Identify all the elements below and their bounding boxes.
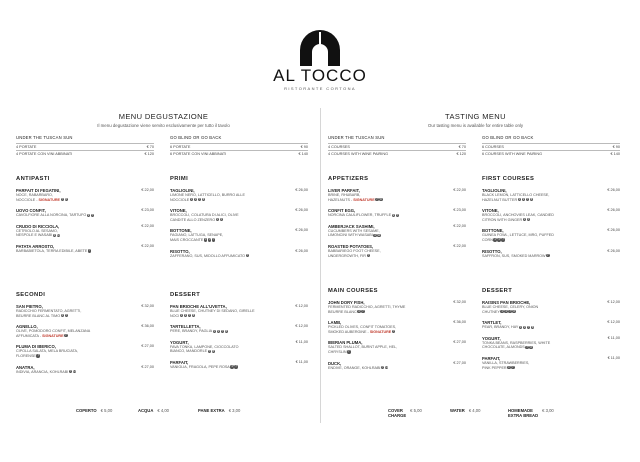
tasting-price: € 140: [610, 152, 620, 156]
menu-item: [482, 336, 620, 350]
brand-subtitle: RISTORANTE CORTONA: [284, 86, 356, 91]
allergen-badge: 3: [217, 329, 220, 333]
dish-price: € 26,00: [607, 248, 620, 253]
menu-item: [16, 304, 154, 318]
dish-name: PARFAIT DI FEGATINI,: [16, 188, 61, 193]
dish-price: € 11,00: [295, 359, 308, 364]
dish-description: PEAR, BRANDY, HAY 1 3 7 8: [482, 325, 534, 330]
menu-item: [328, 320, 466, 334]
allergen-badge: 8: [531, 325, 534, 329]
allergen-badge: 7: [65, 313, 68, 317]
footer-extras: [388, 408, 588, 424]
allergen-badge: 3: [505, 309, 507, 313]
allergen-badge: 7: [198, 197, 201, 201]
menu-english: [328, 112, 623, 165]
dish-name: RAISINS PAN BRIOCHE,: [482, 300, 531, 305]
menu-item: [482, 356, 620, 370]
section-main-courses: [328, 288, 466, 376]
tasting-option: [16, 135, 154, 157]
allergen-badge: 12: [73, 369, 76, 373]
menu-item: [170, 228, 308, 242]
allergen-badge: 1: [216, 218, 219, 222]
footer-item: [198, 408, 240, 413]
allergen-badge: 1: [518, 197, 521, 201]
dish-price: € 32,00: [453, 300, 466, 304]
menu-item: [328, 188, 466, 202]
dish-price: € 12,00: [295, 304, 308, 308]
dish-name: PARFAIT,: [482, 355, 501, 361]
dish-description: VANILLA, STRAWBERRIES, PINK PEPPER 3 7: [482, 360, 530, 370]
allergen-badge: 8: [225, 329, 228, 333]
menu-item: [328, 244, 466, 258]
menu-item: [482, 188, 620, 202]
dish-description: PICKLED OLIVES, CONFIT TOMATOES, SMOKED AUBERGINE - SIGNATURE 7: [328, 325, 397, 334]
dish-description: GUINEA FOWL, LETTUCE, MRG, PUFFED CORN 1 3 7: [482, 233, 554, 242]
menu-title: MENU DEGUSTAZIONE: [118, 112, 209, 121]
menu-item: [170, 340, 308, 354]
allergen-badge: 8: [530, 345, 532, 349]
allergen-badge: 12: [385, 365, 389, 369]
dish-price: € 26,00: [295, 208, 308, 213]
section-title: DESSERT: [170, 292, 201, 298]
tasting-price: € 120: [144, 152, 154, 156]
dish-price: € 12,00: [607, 300, 620, 304]
dish-description: VANIGLIA, FRAGOLA, PEPE ROSA 3 7: [170, 364, 237, 369]
menu-item: [328, 208, 466, 218]
menu-item: [328, 361, 466, 371]
tasting-row: [16, 143, 154, 150]
tasting-price: € 70: [458, 145, 466, 149]
dish-price: € 26,00: [295, 228, 308, 233]
al-tocco-logo: [298, 30, 342, 66]
allergen-badge: 3: [194, 197, 197, 201]
dish-name: SAN PIETRO,: [16, 304, 43, 309]
menu-item: [482, 249, 620, 259]
allergen-badge: 1: [519, 325, 522, 329]
menu-item: [482, 300, 620, 314]
menu-item: [328, 340, 466, 354]
allergen-badge: 7: [61, 197, 64, 201]
allergen-badge: 3: [392, 213, 395, 217]
footer-value: € 4,00: [468, 408, 481, 413]
dish-description: NORCINA CAULIFLOWER, TRUFFLE 3 7: [328, 213, 399, 218]
tasting-heading: UNDER THE TUSCAN SUN: [16, 135, 73, 140]
allergen-badge: 7: [526, 197, 529, 201]
allergen-badge: 7: [367, 253, 369, 257]
menu-title: TASTING MENU: [445, 112, 506, 121]
allergen-badge: 7: [392, 330, 395, 334]
dish-price: € 23,00: [141, 208, 154, 213]
dish-name: AMBERJACK SASHIMI,: [328, 223, 375, 229]
dish-price: € 26,00: [295, 248, 308, 253]
dish-description: TONKA BEANS, RASPBERRIES, WHITE CHOCOLATE, ALMONDS 7 8: [482, 340, 551, 350]
footer-item: [76, 408, 112, 413]
dish-name: CRUDO DI RICCIOLA,: [16, 223, 60, 229]
footer-label: WATER: [450, 408, 465, 413]
menu-item: [482, 208, 620, 222]
tasting-label: 6 PORTATE CON VINI ABBINATI: [170, 152, 227, 156]
dish-price: € 23,00: [453, 208, 466, 213]
menu-note: Our tasting menu is available for entire table only: [427, 123, 524, 128]
tasting-row: [170, 143, 308, 150]
dish-description: CAVOLFIORE ALLA NORCINA, TARTUFO 3 7: [16, 213, 94, 218]
allergen-badge: 7: [527, 325, 530, 329]
footer-value: € 5,00: [100, 408, 113, 413]
tasting-label: 4 COURSES: [328, 145, 350, 149]
tasting-label: 4 PORTATE CON VINI ABBINATI: [16, 152, 73, 156]
dish-description: OLIVE, POMODORO CONFIT, MELANZANA AFFUMICATA - SIGNATURE 7: [16, 329, 91, 338]
tasting-heading: GO BLIND OR GO BACK: [482, 135, 534, 140]
allergen-badge: 7: [526, 345, 528, 349]
allergen-badge: 8: [513, 309, 515, 313]
dish-price: € 27,00: [141, 364, 154, 369]
menu-item: [16, 188, 154, 202]
dish-name: UOVO CONFIT,: [16, 208, 46, 214]
allergen-badge: 7: [221, 329, 224, 333]
tasting-label: 4 PORTATE: [16, 145, 37, 149]
dish-description: CUCUMBERS WITH SESAME, LIMONCINI WITH WASABI 4 11: [328, 228, 381, 238]
menu-item: [16, 224, 154, 238]
dish-description: FERMENTED RADICCHIO, AGRETTI, THYME BEURRE BLANC 4 7: [328, 305, 406, 314]
dish-price: € 27,00: [141, 344, 154, 349]
allergen-badge: 4: [358, 309, 360, 313]
dish-description: PERE, BRANDY, PAGLIA 1 3 7 8: [170, 329, 228, 334]
footer-item: [138, 408, 169, 413]
section-title: PRIMI: [170, 176, 189, 182]
tasting-option: [170, 135, 308, 157]
allergen-badge: 7: [547, 253, 549, 257]
dish-description: FAVA TONKA, LAMPONE, CIOCCOLATO BIANCO, MANDORLE 7 8: [170, 344, 239, 354]
footer-value: € 5,00: [410, 408, 422, 413]
menu-item: [170, 304, 308, 318]
menu-note: Il menu degustazione viene servito esclusivamente per tutto il tavolo: [97, 123, 230, 128]
tasting-options: [16, 135, 311, 165]
footer-label: COVER CHARGE: [388, 408, 407, 418]
footer-label: COPERTO: [76, 408, 97, 413]
allergen-badge: 1: [213, 329, 216, 333]
section-appetizers: [328, 176, 466, 264]
dish-price: € 26,00: [607, 188, 620, 192]
dish-price: € 27,00: [453, 340, 466, 345]
allergen-badge: 7: [208, 349, 211, 353]
footer-label: PANE EXTRA: [198, 408, 225, 413]
footer-item: [508, 408, 554, 418]
dish-name: TARTELLETTA,: [170, 324, 201, 330]
allergen-badge: 7: [512, 365, 514, 369]
menu-item: [328, 300, 466, 314]
allergen-badge: 7: [88, 249, 91, 253]
dish-name: CONFIT EGG,: [328, 208, 356, 214]
dish-name: YOGURT,: [170, 339, 189, 345]
tasting-label: 6 COURSES: [482, 145, 504, 149]
brand-name: AL TOCCO: [273, 66, 367, 85]
dish-name: RISOTTO,: [170, 248, 190, 254]
section-title: MAIN COURSES: [328, 288, 378, 294]
dish-description: BABBARIEGO FOOT CHEESE, UNDERGROWTH, FIR 7: [328, 248, 381, 258]
tasting-row: [328, 150, 466, 157]
dish-description: BLUE CHEESE, CELERY, ONION CHUTNEY 1 3 7 8: [482, 305, 539, 314]
dish-price: € 36,00: [141, 324, 154, 329]
menu-item: [16, 324, 154, 338]
section-title: ANTIPASTI: [16, 176, 50, 182]
footer-value: € 3,00: [228, 408, 241, 413]
allergen-badge: 7: [188, 313, 191, 317]
signature-tag: SIGNATURE: [353, 197, 375, 202]
section-dessert: [170, 292, 308, 376]
tasting-price: € 140: [298, 152, 308, 156]
allergen-badge: 4: [527, 218, 530, 222]
signature-tag: SIGNATURE: [38, 197, 60, 202]
menu-item: [482, 228, 620, 242]
allergen-badge: 7: [362, 309, 364, 313]
dish-name: PLUMA DI IBERICO,: [16, 344, 56, 350]
allergen-badge: 7: [509, 309, 511, 313]
menu-item: [170, 324, 308, 334]
dish-name: ANATRA,: [16, 364, 35, 370]
dish-description: BROCCOLI, COLATURA DI ALICI, OLIVE CANDITE ALLO ZENZERO 1 4: [170, 213, 239, 222]
section-title: APPETIZERS: [328, 176, 369, 182]
dish-price: € 36,00: [453, 320, 466, 325]
allergen-badge: 7: [246, 253, 249, 257]
section-secondi: [16, 292, 154, 380]
section-primi: [170, 176, 308, 264]
section-dessert-en: [482, 288, 620, 376]
allergen-badge: 7: [502, 238, 504, 242]
allergen-badge: 7: [376, 197, 378, 201]
dish-description: ENDIVE, ORANGE, KOHLRABI 7 12: [328, 365, 389, 370]
allergen-badge: 3: [208, 238, 211, 242]
menu-italian: [16, 112, 311, 165]
footer-label: HOMEMADE EXTRA BREAD: [508, 408, 539, 418]
allergen-badge: 3: [184, 313, 187, 317]
dish-name: BOTTONE,: [482, 228, 504, 234]
allergen-badge: 4: [220, 218, 223, 222]
menu-item: [170, 188, 308, 202]
allergen-badge: 7: [235, 365, 237, 369]
dish-price: € 12,00: [295, 324, 308, 329]
section-antipasti: [16, 176, 154, 260]
tasting-label: 4 COURSES WITH WINE PAIRING: [328, 152, 389, 156]
dish-name: TAGLIOLINI,: [482, 188, 507, 193]
footer-label: ACQUA: [138, 408, 154, 413]
footer-item: [388, 408, 422, 418]
dish-price: € 22,00: [141, 223, 154, 228]
dish-description: CIPOLLA SALATA, MELA BRUCIATA, FLORENSE 7: [16, 349, 79, 358]
dish-name: TAGLIOLINI,: [170, 188, 195, 193]
dish-price: € 11,00: [607, 355, 620, 360]
dish-name: VITONE,: [482, 208, 499, 214]
dish-price: € 26,00: [607, 208, 620, 213]
dish-description: RADICCHIO FERMENTATO, AGRETTI, BEURRE BLANC AL TIMO 4 7: [16, 309, 82, 318]
dish-description: LIMONE NERO, LATTICELLO, BURRO ALLE NOCCIOLE 1 3 7 8: [170, 193, 245, 202]
dish-name: PAN BRIOCHE ALL'UVETTA,: [170, 304, 227, 309]
tasting-heading: UNDER THE TUSCAN SUN: [328, 135, 385, 140]
allergen-badge: 1: [190, 197, 193, 201]
menu-item: [16, 208, 154, 218]
dish-price: € 12,00: [607, 320, 620, 325]
allergen-badge: 7: [348, 350, 350, 354]
allergen-badge: 7: [37, 354, 39, 358]
dish-description: SAFFRON, SUS, SMOKED MARROW 7: [482, 253, 549, 258]
dish-description: BLACK LEMON, LATTICELLO CHEESE, HAZELNUT BUTTER 1 3 7 8: [482, 193, 550, 202]
allergen-badge: 11: [377, 233, 381, 237]
menu-item: [170, 208, 308, 222]
dish-price: € 22,00: [453, 188, 466, 192]
allergen-badge: 3: [522, 197, 525, 201]
tasting-option: [482, 135, 620, 157]
signature-tag: SIGNATURE: [42, 333, 64, 338]
tasting-label: 6 COURSES WITH WINE PAIRING: [482, 152, 543, 156]
allergen-badge: 7: [69, 369, 72, 373]
dish-name: IBERIAN PLUMA,: [328, 340, 363, 346]
tasting-price: € 120: [456, 152, 466, 156]
menu-item: [16, 244, 154, 254]
dish-name: LAMB,: [328, 320, 342, 326]
menu-item: [482, 320, 620, 330]
allergen-badge: 3: [523, 325, 526, 329]
dish-description: FAGIANO, LATTUGA, SENAPE, MAIS CROCCANTE 1 3 7: [170, 233, 224, 242]
allergen-badge: 3: [498, 238, 500, 242]
dish-name: AGNELLO,: [16, 324, 38, 330]
allergen-badge: 1: [501, 309, 503, 313]
footer-value: € 3,00: [542, 408, 554, 413]
dish-name: YOGURT,: [482, 335, 501, 341]
allergen-badge: 1: [494, 238, 496, 242]
tasting-price: € 90: [612, 145, 620, 149]
allergen-badge: 7: [396, 213, 399, 217]
dish-name: TARTLET,: [482, 320, 502, 326]
tasting-price: € 90: [300, 145, 308, 149]
tasting-option: [328, 135, 466, 157]
signature-tag: SIGNATURE: [369, 329, 392, 334]
dish-name: VITONE,: [170, 208, 187, 214]
dish-price: € 22,00: [141, 243, 154, 248]
allergen-badge: 8: [530, 197, 533, 201]
allergen-badge: 7: [212, 238, 215, 242]
tasting-row: [482, 143, 620, 150]
dish-price: € 22,00: [453, 243, 466, 248]
dish-price: € 26,00: [607, 228, 620, 233]
footer-item: [450, 408, 480, 413]
allergen-badge: 11: [57, 233, 60, 237]
dish-description: BLUE CHEESE, CHUTNEY DI SEDANO, GIRELLE NOCI 1 3 7 8: [170, 309, 255, 318]
dish-description: CETRIOLO AL SESAMO, NESPOLE E WASABI 4 11: [16, 228, 60, 238]
dish-name: BOTTONE,: [170, 228, 192, 234]
dish-description: BARBABIETOLA, TERRA EDIBILE, ABETE 7: [16, 248, 91, 253]
allergen-badge: 7: [91, 213, 94, 217]
dish-name: PATATA ARROSTO,: [16, 243, 55, 249]
allergen-badge: 8: [192, 313, 195, 317]
dish-description: INDIVIA, ARANCIA, KOHLRABI 7 12: [16, 369, 76, 374]
allergen-badge: 1: [523, 218, 526, 222]
section-title: FIRST COURSES: [482, 176, 535, 182]
allergen-badge: 3: [87, 213, 90, 217]
dish-name: DUCK,: [328, 360, 342, 366]
menu-item: [328, 224, 466, 238]
tasting-heading: GO BLIND OR GO BACK: [170, 135, 222, 140]
allergen-badge: 3: [231, 365, 233, 369]
tasting-row: [170, 150, 308, 157]
dish-price: € 26,00: [295, 188, 308, 192]
section-title: DESSERT: [482, 288, 513, 294]
dish-description: NOCE, RABARBARO, NOCCIOLE - SIGNATURE 7 8: [16, 193, 67, 202]
dish-price: € 32,00: [141, 304, 154, 308]
allergen-badge: 4: [61, 313, 64, 317]
tasting-row: [482, 150, 620, 157]
dish-description: ZAFFERANO, SUS, MIDOLLO AFFUMICATO 7: [170, 253, 249, 258]
allergen-badge: 4: [374, 233, 376, 237]
section-title: SECONDI: [16, 292, 46, 298]
dish-description: SALTED SHALLOT, BURNT APPLE, HEL, CHRYSLIN 7: [328, 345, 398, 354]
menu-item: [170, 249, 308, 259]
tasting-label: 6 PORTATE: [170, 145, 191, 149]
dish-price: € 11,00: [607, 335, 620, 340]
dish-name: ROASTED POTATOES,: [328, 243, 374, 249]
allergen-badge: 1: [180, 313, 183, 317]
footer-extras: [60, 408, 360, 424]
menu-item: [16, 344, 154, 358]
allergen-badge: 7: [382, 365, 384, 369]
section-first-courses: [482, 176, 620, 264]
allergen-badge: 8: [202, 197, 205, 201]
allergen-badge: 8: [212, 349, 215, 353]
allergen-badge: 8: [65, 197, 67, 201]
dish-name: RISOTTO,: [482, 248, 502, 254]
dish-name: LIVER PARFAIT,: [328, 188, 360, 193]
allergen-badge: 4: [53, 233, 56, 237]
tasting-options: [328, 135, 623, 165]
tasting-price: € 70: [146, 145, 154, 149]
allergen-badge: 1: [204, 238, 207, 242]
center-divider: [320, 108, 321, 423]
dish-price: € 22,00: [141, 188, 154, 192]
dish-price: € 11,00: [295, 339, 308, 344]
tasting-row: [328, 143, 466, 150]
allergen-badge: 3: [508, 365, 510, 369]
menu-item: [170, 360, 308, 370]
menu-item: [16, 365, 154, 375]
dish-description: BROCCOLI, ANCHOVIES LEAK, CANDIED CITRON WITH GINGER 1 4: [482, 213, 554, 222]
dish-description: BRINE, RHUBARB, HAZELNUTS - SIGNATURE 7 8: [328, 193, 382, 202]
dish-name: JOHN DORY FISH,: [328, 300, 365, 305]
dish-name: PARFAIT,: [170, 359, 189, 365]
allergen-badge: 8: [380, 197, 382, 201]
dish-price: € 22,00: [453, 223, 466, 228]
allergen-badge: 7: [65, 334, 67, 338]
footer-value: € 4,00: [157, 408, 170, 413]
tasting-row: [16, 150, 154, 157]
dish-price: € 27,00: [453, 360, 466, 365]
